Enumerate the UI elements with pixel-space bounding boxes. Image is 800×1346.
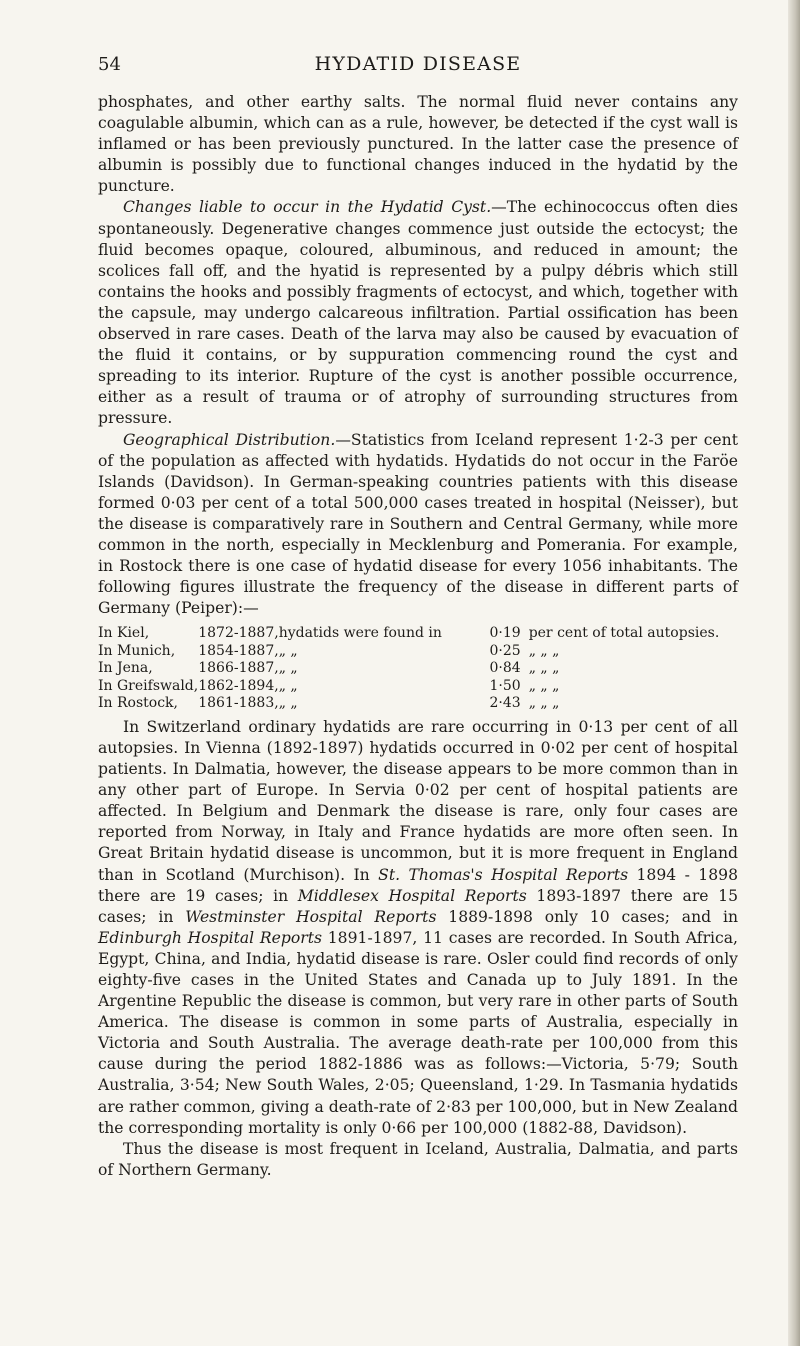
citation-edinburgh: Edinburgh Hospital Reports (98, 928, 322, 947)
years-cell: 1872-1887, (198, 625, 279, 642)
years-cell: 1861-1883, (198, 695, 279, 712)
text-run: 1893-1897 there are 15 cases; in (98, 886, 738, 926)
text-run: 1894 - 1898 there are 19 cases; in (98, 865, 738, 905)
value-cell: 0·19 (489, 625, 521, 642)
description-cell: „ „ (278, 695, 298, 712)
running-title: HYDATID DISEASE (314, 53, 522, 75)
page-number: 54 (98, 54, 121, 75)
unit-cell: „ „ „ (528, 642, 560, 659)
description-cell: „ „ (278, 677, 298, 694)
table-row (98, 660, 738, 678)
paragraph-geography (98, 430, 738, 620)
page-header (98, 54, 738, 80)
section-heading-changes: Changes liable to occur in the Hydatid Cyst. (122, 198, 492, 217)
table-row (98, 695, 738, 713)
germany-statistics-table (98, 625, 738, 713)
years-cell: 1866-1887, (198, 660, 279, 677)
description-cell: hydatids were found in (278, 625, 442, 642)
paragraph-changes (98, 197, 738, 429)
unit-cell: „ „ „ (528, 677, 560, 694)
value-cell: 0·25 (489, 642, 521, 659)
unit-cell: per cent of total autopsies. (528, 625, 720, 642)
unit-cell: „ „ „ (528, 695, 560, 712)
citation-middlesex: Middlesex Hospital Reports (297, 886, 527, 905)
citation-westminster: Westminster Hospital Reports (185, 907, 437, 926)
place-cell: In Greifswald, (98, 677, 199, 694)
page-edge (788, 0, 800, 1346)
text-run: 1889-1898 only 10 cases; and in (436, 907, 738, 926)
book-page (98, 54, 738, 1181)
table-row (98, 678, 738, 696)
paragraph-conclusion: Thus the disease is most frequent in Iceland, Australia, Dalmatia, and parts of Northern Germany. (98, 1139, 738, 1179)
description-cell: „ „ (278, 660, 298, 677)
value-cell: 0·84 (489, 660, 521, 677)
paragraph-distribution (98, 717, 738, 1139)
table-row (98, 625, 738, 643)
citation-st-thomas: St. Thomas's Hospital Reports (378, 865, 629, 884)
place-cell: In Jena, (98, 660, 153, 677)
value-cell: 2·43 (489, 695, 521, 712)
paragraph-1: phosphates, and other earthy salts. The normal fluid never contains any coagulable albumin, which can as a rule, however, be detected if the cyst wall is inflamed or has been previously punctured. In the latter case the presence of albumin is possibly due to functional changes induced in the hydatid by the puncture. (98, 93, 738, 196)
unit-cell: „ „ „ (528, 660, 560, 677)
section-heading-geography: Geographical Distribution. (122, 430, 336, 449)
value-cell: 1·50 (489, 677, 521, 694)
place-cell: In Munich, (98, 642, 176, 659)
years-cell: 1854-1887, (198, 642, 279, 659)
table-row (98, 643, 738, 661)
description-cell: „ „ (278, 642, 298, 659)
years-cell: 1862-1894, (198, 677, 279, 694)
text-run: 1891-1897, 11 cases are recorded. In South Africa, Egypt, China, and India, hydatid disease is rare. Osler could find records of only eighty-five cases in the United States and Canada up to July 1891. In the Argentine Republic the disease is common, but very rare in other parts of South America. The disease is common in some parts of Australia, especially in Victoria and South Australia. The average death-rate per 100,000 from this cause during the period 1882-1886 was as follows:—Victoria, 5·79; South Australia, 3·54; New South Wales, 2·05; Queensland, 1·29. In Tasmania hydatids are rather common, giving a death-rate of 2·83 per 100,000, but in New Zealand the corresponding mortality is only 0·66 per 100,000 (1882-88, Davidson). (98, 928, 738, 1137)
place-cell: In Rostock, (98, 695, 178, 712)
place-cell: In Kiel, (98, 625, 150, 642)
paragraph-geography-text: —Statistics from Iceland represent 1·2-3 per cent of the population as affected with hydatids. Hydatids do not occur in the Faröe Islands (Davidson). In German-speaking countries patients with this disease formed 0·03 per cent of a total 500,000 cases treated in hospital (Neisser), but the disease is comparatively rare in Southern and Central Germany, while more common in the north, especially in Mecklenburg and Pomerania. For example, in Rostock there is one case of hydatid disease for every 1056 inhabitants. The following figures illustrate the frequency of the disease in different parts of Germany (Peiper):— (98, 430, 738, 618)
text-run: In Switzerland ordinary hydatids are rare occurring in 0·13 per cent of all autopsies. In Vienna (1892-1897) hydatids occurred in 0·02 per cent of hospital patients. In Dalmatia, however, the disease appears to be more common than in any other part of Europe. In Servia 0·02 per cent of hospital patients are affected. In Belgium and Denmark the disease is rare, only four cases are reported from Norway, in Italy and France hydatids are more often seen. In Great Britain hydatid disease is uncommon, but it is more frequent in England than in Scotland (Murchison). In (98, 717, 738, 884)
paragraph-changes-text: —The echinococcus often dies spontaneously. Degenerative changes commence just outside the ectocyst; the fluid becomes opaque, coloured, albuminous, and reduced in amount; the scolices fall off, and the hyatid is represented by a pulpy débris which still contains the hooks and possibly fragments of ectocyst, and which, together with the capsule, may undergo calcareous infiltration. Partial ossification has been observed in rare cases. Death of the larva may also be caused by evacuation of the fluid it contains, or by suppuration commencing round the cyst and spreading to its interior. Rupture of the cyst is another possible occurrence, either as a result of trauma or of atrophy of surrounding structures from pressure. (98, 198, 738, 428)
